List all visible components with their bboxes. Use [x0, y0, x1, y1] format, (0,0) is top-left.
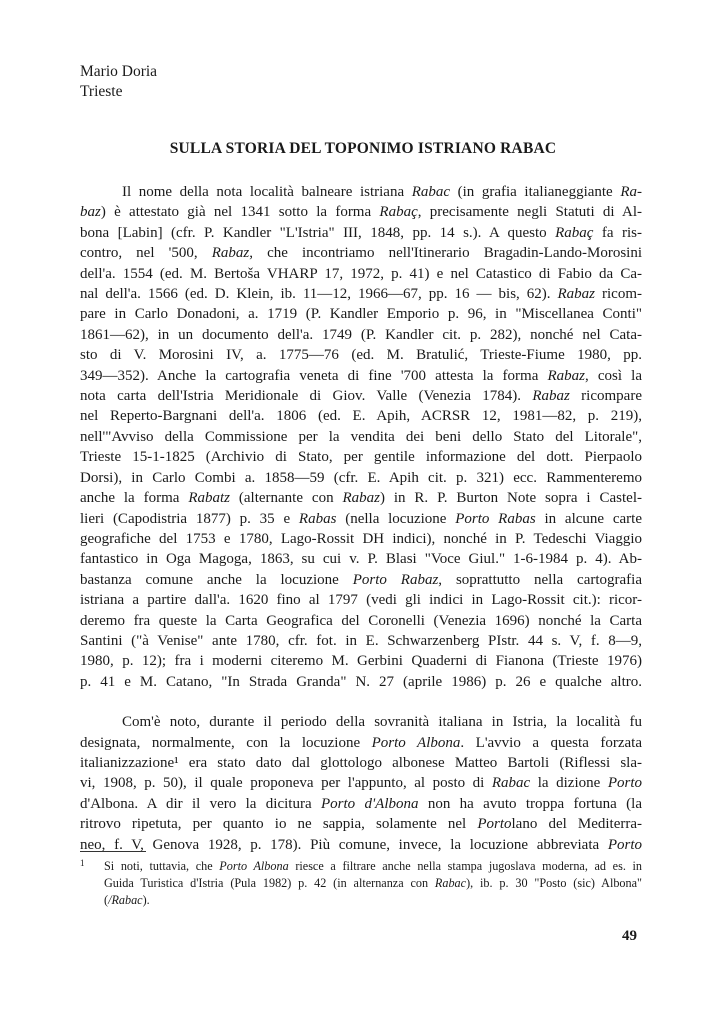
paragraph-1	[80, 182, 642, 692]
text-line: bastanza comune anche la locuzione Porto Rabaz, soprattutto nella cartografia	[80, 571, 643, 588]
text-line: Dorsi), in Carlo Combi a. 1858—59 (cfr. E. Apih cit. p. 321) ecc. Rammenteremo	[80, 469, 642, 486]
text-line: nell'"Avviso della Commissione per la vendita dei beni dello Stato del Litorale",	[80, 428, 642, 445]
text-line: 349—352). Anche la cartografia veneta di fine '700 attesta la forma Rabaz, così la	[80, 367, 642, 384]
text-line: designata, normalmente, con la locuzione Porto Albona. L'avvio a questa forzata	[80, 734, 642, 751]
article-title: SULLA STORIA DEL TOPONIMO ISTRIANO RABAC	[169, 140, 557, 157]
article-body	[80, 182, 642, 855]
page-number: 49	[622, 928, 637, 944]
author-city: Trieste	[80, 83, 123, 100]
text-line: nota carta dell'Istria Meridionale di Giov. Valle (Venezia 1784). Rabaz ricompare	[80, 388, 642, 405]
text-line: Si noti, tuttavia, che Porto Albona riesce a filtrare anche nella stampa jugoslava moderna, ad es. in	[104, 859, 642, 873]
footnote	[80, 858, 642, 909]
text-line: (/Rabac).	[104, 893, 150, 907]
text-line: 1861—62), in un documento dell'a. 1749 (P. Kandler cit. p. 282), nonché nel Cata-	[80, 326, 642, 343]
text-line: nel Reperto-Bargnani dell'a. 1806 (ed. E. Apih, ACRSR 12, 1981—82, p. 219),	[80, 408, 642, 425]
text-line: nal dell'a. 1566 (ed. D. Klein, ib. 11—12, 1966—67, pp. 16 — bis, 62). Rabaz ricom-	[80, 286, 642, 303]
footnote-text	[104, 858, 642, 909]
text-line: p. 41 e M. Catano, "In Strada Granda" N. 27 (aprile 1986) p. 26 e qualche altro.	[80, 673, 642, 690]
footnote-number: 1	[80, 858, 85, 868]
text-line: ritrovo ripetuta, per quanto io ne sappia, solamente nel Portolano del Mediterra-	[80, 816, 643, 833]
text-line: neo, f. V, Genova 1928, p. 178). Più comune, invece, la locuzione abbreviata Porto	[80, 836, 642, 853]
text-line: Com'è noto, durante il periodo della sovranità italiana in Istria, la località fu	[122, 714, 642, 731]
text-line: Trieste 15-1-1825 (Archivio di Stato, per gentile informazione del dott. Pierpaolo	[80, 449, 642, 466]
text-line: dell'a. 1554 (ed. M. Bertoša VHARP 17, 1972, p. 41) e nel Catastico di Fabio da Ca-	[80, 265, 642, 282]
text-line: lieri (Capodistria 1877) p. 35 e Rabas (nella locuzione Porto Rabas in alcune carte	[80, 510, 642, 527]
text-line: Il nome della nota località balneare istriana Rabac (in grafia italianeggiante Ra-	[122, 184, 642, 200]
text-line: Santini ("à Venise" ante 1780, cfr. fot. in E. Schwarzenberg PIstr. 44 s. V, f. 8—9,	[80, 632, 642, 649]
text-line: geografiche del 1753 e 1780, Lago-Rossit DH indici), nonché in P. Tedeschi Viaggio	[80, 530, 642, 547]
text-line: d'Albona. A dir il vero la dicitura Porto d'Albona non ha avuto troppa fortuna (la	[80, 795, 642, 812]
paragraph-2	[80, 712, 642, 855]
text-line: anche la forma Rabatz (alternante con Rabaz) in R. P. Burton Note sopra i Castel-	[80, 490, 642, 507]
footnote-divider	[80, 851, 146, 852]
author-name: Mario Doria	[80, 63, 158, 80]
text-line: bona [Labin] (cfr. P. Kandler "L'Istria" III, 1848, pp. 14 s.). A questo Rabaç fa ris-	[80, 224, 642, 241]
text-line: contro, nel '500, Rabaz, che incontriamo nell'Itinerario Bragadin-Lando-Morosini	[80, 245, 643, 262]
text-line: istriana a partire dall'a. 1620 fino al 1797 (vedi gli indici in Lago-Rossit cit.): ricor-	[80, 592, 642, 609]
text-line: pare in Carlo Donadoni, a. 1719 (P. Kandler Emporio p. 96, in "Miscellanea Conti"	[80, 306, 642, 323]
text-line: sto di V. Morosini IV, a. 1775—76 (ed. M. Bratulić, Trieste-Fiume 1980, pp.	[80, 347, 642, 364]
text-line: baz) è attestato già nel 1341 sotto la forma Rabaç, precisamente negli Statuti di Al-	[80, 204, 642, 221]
text-line: deremo fra queste la Carta Geografica del Coronelli (Venezia 1696) nonché la Carta	[80, 612, 642, 629]
text-line: fantastico in Oga Magoga, 1863, su cui v. P. Blasi "Voce Giul." 1-6-1984 p. 4). Ab-	[80, 551, 642, 568]
text-line: vi, 1908, p. 50), il quale proponeva per l'appunto, al posto di Rabac la dizione Porto	[80, 775, 642, 792]
text-line: 1980, p. 12); fra i moderni citeremo M. Gerbini Quaderni di Fianona (Trieste 1976)	[80, 653, 642, 670]
author-block	[80, 62, 157, 102]
text-line: italianizzazione¹ era stato dato dal glottologo albonese Matteo Bartoli (Riflessi sla-	[80, 754, 642, 771]
text-line: Guida Turistica d'Istria (Pula 1982) p. 42 (in alternanza con Rabac), ib. p. 30 "Posto (sic) Albona"	[104, 876, 642, 890]
